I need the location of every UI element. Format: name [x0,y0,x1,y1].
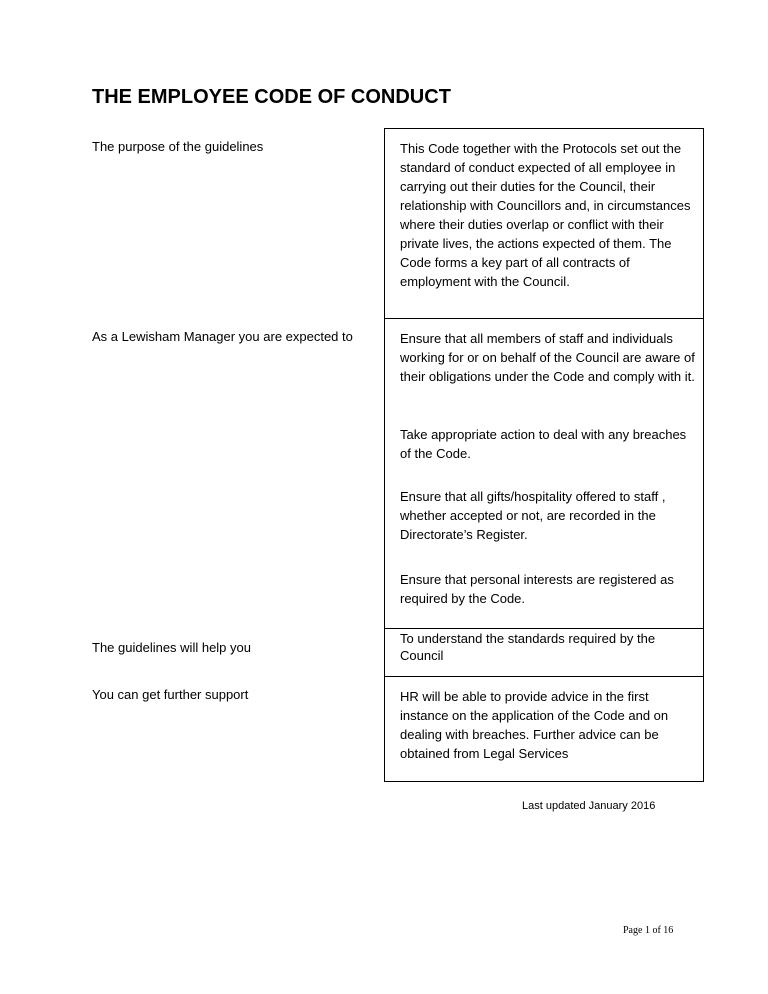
expectation-paragraph: Ensure that personal interests are registered as required by the Code. [400,572,674,606]
expectation-paragraph: Take appropriate action to deal with any breaches of the Code. [400,427,687,461]
guidelines-help-text: To understand the standards required by the Council [400,631,656,663]
page-number: Page 1 of 16 [623,925,674,936]
last-updated-note: Last updated January 2016 [522,800,656,812]
expectation-paragraph: Ensure that all gifts/hospitality offered to staff , whether accepted or not, are recorded in the Directorate’s Register. [400,489,666,542]
purpose-text: This Code together with the Protocols set out the standard of conduct expected of all employee in carrying out their duties for the Council, their relationship with Councillors and, in circumstances where their duties overlap or conflict with their private lives, the actions expected of them. The Code forms a key part of all contracts of employment with the Council. [400,141,691,289]
row-label-guidelines-help: The guidelines will help you [92,640,251,655]
expectation-paragraph: Ensure that all members of staff and individuals working for or on behalf of the Council are aware of their obligations under the Code and comply with it. [400,331,695,384]
cell-guidelines-help [384,628,704,676]
cell-purpose [384,128,704,318]
row-label-purpose: The purpose of the guidelines [92,139,264,154]
row-label-further-support: You can get further support [92,687,249,702]
cell-further-support [384,676,704,782]
cell-manager-expectations [384,318,704,628]
row-label-manager-expectations: As a Lewisham Manager you are expected to [92,329,353,344]
further-support-text: HR will be able to provide advice in the first instance on the application of the Code and on dealing with breaches. Further advice can be obtained from Legal Services [400,689,669,761]
page-title: THE EMPLOYEE CODE OF CONDUCT [92,86,451,108]
